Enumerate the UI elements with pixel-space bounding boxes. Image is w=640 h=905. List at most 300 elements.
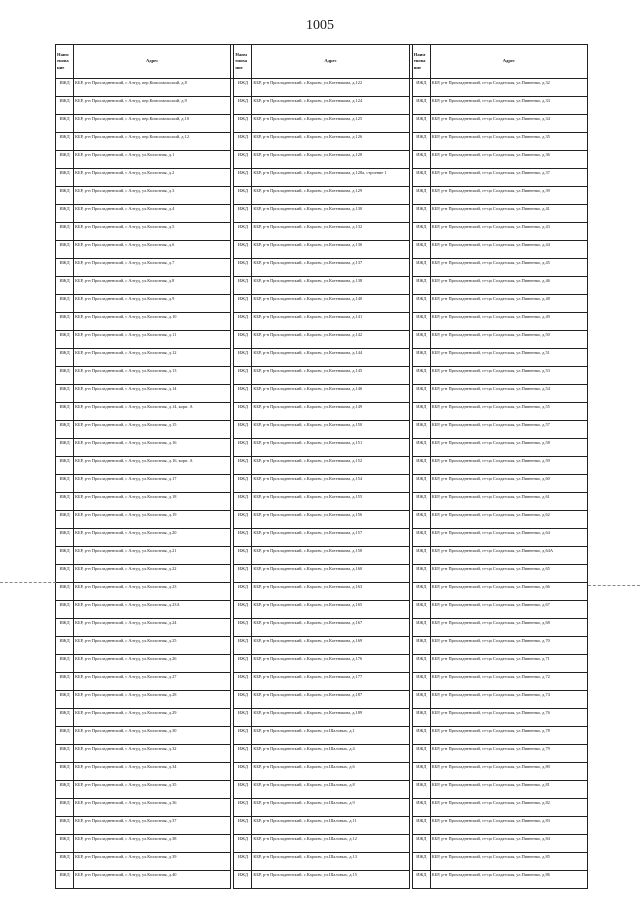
object-kind-cell: ИЖД — [412, 97, 430, 115]
object-kind-cell: ИЖД — [234, 115, 252, 133]
object-kind-cell: ИЖД — [234, 853, 252, 871]
object-kind-cell: ИЖД — [412, 709, 430, 727]
address-cell: КБР, р-н Прохладненский, ст-ца Солдатская, ул.Пивненко, д.48 — [430, 295, 587, 313]
address-cell: КБР, р-н Прохладненский, с.Карагач, ул.Котенакова, д.145 — [252, 367, 409, 385]
object-kind-cell: ИЖД — [234, 727, 252, 745]
table-row — [56, 277, 588, 295]
object-kind-cell: ИЖД — [412, 799, 430, 817]
address-cell: КБР, р-н Прохладненский, ст-ца Солдатская, ул.Пивненко, д.74 — [430, 691, 587, 709]
address-cell: КБР, р-н Прохладненский, с Алтуд, ул.Колхозная, д.4 — [74, 205, 231, 223]
address-cell: КБР, р-н Прохладненский, с Алтуд, ул.Колхозная, д.1 — [74, 151, 231, 169]
object-kind-cell: ИЖД — [412, 79, 430, 97]
table-row — [56, 151, 588, 169]
address-cell: КБР, р-н Прохладненский, с.Карагач, ул.Шаловых, д.1 — [252, 727, 409, 745]
table-row — [56, 223, 588, 241]
address-register-table — [55, 44, 588, 889]
object-kind-cell: ИЖД — [56, 223, 74, 241]
address-cell: КБР, р-н Прохладненский, с Алтуд, ул.Колхозная, д.24 — [74, 619, 231, 637]
object-kind-cell: ИЖД — [56, 547, 74, 565]
table-row — [56, 403, 588, 421]
object-kind-cell: ИЖД — [234, 619, 252, 637]
object-kind-cell: ИЖД — [412, 601, 430, 619]
object-kind-cell: ИЖД — [234, 367, 252, 385]
address-cell: КБР, р-н Прохладненский, с.Карагач, ул.Котенакова, д.141 — [252, 313, 409, 331]
object-kind-cell: ИЖД — [234, 295, 252, 313]
object-kind-cell: ИЖД — [234, 385, 252, 403]
address-cell: КБР, р-н Прохладненский, с Алтуд, ул.Колхозная, д.20 — [74, 529, 231, 547]
address-cell: КБР, р-н Прохладненский, с.Карагач, ул.Котенакова, д.128 — [252, 151, 409, 169]
object-kind-cell: ИЖД — [412, 673, 430, 691]
object-kind-cell: ИЖД — [234, 601, 252, 619]
address-cell: КБР, р-н Прохладненский, ст-ца Солдатская, ул.Пивненко, д.32 — [430, 79, 587, 97]
object-kind-cell: ИЖД — [412, 295, 430, 313]
address-cell: КБР, р-н Прохладненский, с.Карагач, ул.Котенакова, д.155 — [252, 493, 409, 511]
table-row — [56, 133, 588, 151]
address-cell: КБР, р-н Прохладненский, с Алтуд, ул.Колхозная, д.34 — [74, 763, 231, 781]
address-cell: КБР, р-н Прохладненский, ст-ца Солдатская, ул.Пивненко, д.41 — [430, 205, 587, 223]
address-cell: КБР, р-н Прохладненский, с.Карагач, ул.Шаловых, д.9 — [252, 799, 409, 817]
address-cell: КБР, р-н Прохладненский, с.Карагач, ул.Котенакова, д.128а, строение 1 — [252, 169, 409, 187]
address-cell: КБР, р-н Прохладненский, с.Карагач, ул.Котенакова, д.124 — [252, 97, 409, 115]
column-header-address: Адрес — [430, 45, 587, 79]
object-kind-cell: ИЖД — [56, 673, 74, 691]
address-cell: КБР, р-н Прохладненский, с Алтуд, ул.Колхозная, д.19 — [74, 511, 231, 529]
object-kind-cell: ИЖД — [234, 277, 252, 295]
address-cell: КБР, р-н Прохладненский, с.Карагач, ул.Шаловых, д.15 — [252, 871, 409, 889]
object-kind-cell: ИЖД — [234, 403, 252, 421]
address-cell: КБР, р-н Прохладненский, с.Карагач, ул.Котенакова, д.136 — [252, 241, 409, 259]
page-number: 1005 — [306, 18, 334, 33]
address-cell: КБР, р-н Прохладненский, с.Карагач, ул.Котенакова, д.169 — [252, 637, 409, 655]
address-cell: КБР, р-н Прохладненский, с Алтуд, пер.Комсомольский, д.10 — [74, 115, 231, 133]
object-kind-cell: ИЖД — [234, 745, 252, 763]
object-kind-cell: ИЖД — [56, 745, 74, 763]
object-kind-cell: ИЖД — [234, 97, 252, 115]
scan-artifact-line — [588, 585, 640, 586]
table-row — [56, 457, 588, 475]
object-kind-cell: ИЖД — [412, 349, 430, 367]
table-row — [56, 115, 588, 133]
table-row — [56, 259, 588, 277]
object-kind-cell: ИЖД — [412, 439, 430, 457]
address-cell: КБР, р-н Прохладненский, ст-ца Солдатская, ул.Пивненко, д.53 — [430, 367, 587, 385]
object-kind-cell: ИЖД — [56, 169, 74, 187]
address-cell: КБР, р-н Прохладненский, ст-ца Солдатская, ул.Пивненко, д.36 — [430, 151, 587, 169]
object-kind-cell: ИЖД — [234, 187, 252, 205]
object-kind-cell: ИЖД — [234, 637, 252, 655]
address-cell: КБР, р-н Прохладненский, ст-ца Солдатская, ул.Пивненко, д.50 — [430, 331, 587, 349]
object-kind-cell: ИЖД — [412, 133, 430, 151]
table-row — [56, 583, 588, 601]
object-kind-cell: ИЖД — [412, 871, 430, 889]
object-kind-cell: ИЖД — [234, 673, 252, 691]
object-kind-cell: ИЖД — [234, 835, 252, 853]
object-kind-cell: ИЖД — [56, 79, 74, 97]
address-cell: КБР, р-н Прохладненский, с.Карагач, ул.Котенакова, д.176 — [252, 655, 409, 673]
table-row — [56, 529, 588, 547]
address-cell: КБР, р-н Прохладненский, с.Карагач, ул.Котенакова, д.189 — [252, 709, 409, 727]
table-row — [56, 691, 588, 709]
object-kind-cell: ИЖД — [56, 601, 74, 619]
address-cell: КБР, р-н Прохладненский, с Алтуд, ул.Колхозная, д.17 — [74, 475, 231, 493]
table-row — [56, 763, 588, 781]
object-kind-cell: ИЖД — [56, 529, 74, 547]
address-cell: КБР, р-н Прохладненский, с.Карагач, ул.Котенакова, д.125 — [252, 115, 409, 133]
table-row — [56, 565, 588, 583]
object-kind-cell: ИЖД — [412, 655, 430, 673]
address-cell: КБР, р-н Прохладненский, ст-ца Солдатская, ул.Пивненко, д.45 — [430, 259, 587, 277]
address-cell: КБР, р-н Прохладненский, с Алтуд, ул.Колхозная, д.16 — [74, 439, 231, 457]
address-cell: КБР, р-н Прохладненский, с Алтуд, ул.Колхозная, д.14 — [74, 385, 231, 403]
address-cell: КБР, р-н Прохладненский, с Алтуд, ул.Колхозная, д.23 — [74, 583, 231, 601]
column-header-kind: Наим енова ние — [56, 45, 74, 79]
object-kind-cell: ИЖД — [412, 835, 430, 853]
table-row — [56, 799, 588, 817]
object-kind-cell: ИЖД — [56, 565, 74, 583]
table-row — [56, 727, 588, 745]
object-kind-cell: ИЖД — [56, 637, 74, 655]
object-kind-cell: ИЖД — [234, 583, 252, 601]
address-cell: КБР, р-н Прохладненский, ст-ца Солдатская, ул.Пивненко, д.51 — [430, 349, 587, 367]
address-cell: КБР, р-н Прохладненский, с Алтуд, пер.Комсомольский, д.9 — [74, 97, 231, 115]
object-kind-cell: ИЖД — [412, 313, 430, 331]
address-cell: КБР, р-н Прохладненский, с Алтуд, ул.Колхозная, д.27 — [74, 673, 231, 691]
address-cell: КБР, р-н Прохладненский, ст-ца Солдатская, ул.Пивненко, д.65 — [430, 565, 587, 583]
address-cell: КБР, р-н Прохладненский, с.Карагач, ул.Котенакова, д.154 — [252, 475, 409, 493]
address-cell: КБР, р-н Прохладненский, ст-ца Солдатская, ул.Пивненко, д.37 — [430, 169, 587, 187]
address-cell: КБР, р-н Прохладненский, с.Карагач, ул.Котенакова, д.146 — [252, 385, 409, 403]
address-cell: КБР, р-н Прохладненский, ст-ца Солдатская, ул.Пивненко, д.46 — [430, 277, 587, 295]
address-cell: КБР, р-н Прохладненский, с.Карагач, ул.Котенакова, д.151 — [252, 439, 409, 457]
object-kind-cell: ИЖД — [412, 169, 430, 187]
address-cell: КБР, р-н Прохладненский, с.Карагач, ул.Шаловых, д.4 — [252, 745, 409, 763]
object-kind-cell: ИЖД — [412, 727, 430, 745]
address-cell: КБР, р-н Прохладненский, с Алтуд, ул.Колхозная, д.26 — [74, 655, 231, 673]
table-row — [56, 655, 588, 673]
object-kind-cell: ИЖД — [56, 817, 74, 835]
address-cell: КБР, р-н Прохладненский, ст-ца Солдатская, ул.Пивненко, д.55 — [430, 403, 587, 421]
object-kind-cell: ИЖД — [56, 457, 74, 475]
object-kind-cell: ИЖД — [412, 241, 430, 259]
object-kind-cell: ИЖД — [234, 151, 252, 169]
address-cell: КБР, р-н Прохладненский, с Алтуд, ул.Колхозная, д.30 — [74, 727, 231, 745]
address-cell: КБР, р-н Прохладненский, ст-ца Солдатская, ул.Пивненко, д.66 — [430, 583, 587, 601]
object-kind-cell: ИЖД — [56, 493, 74, 511]
table-row — [56, 817, 588, 835]
object-kind-cell: ИЖД — [234, 871, 252, 889]
address-cell: КБР, р-н Прохладненский, ст-ца Солдатская, ул.Пивненко, д.62 — [430, 511, 587, 529]
object-kind-cell: ИЖД — [412, 421, 430, 439]
object-kind-cell: ИЖД — [412, 367, 430, 385]
address-cell: КБР, р-н Прохладненский, с Алтуд, ул.Колхозная, д.39 — [74, 853, 231, 871]
object-kind-cell: ИЖД — [56, 241, 74, 259]
object-kind-cell: ИЖД — [412, 817, 430, 835]
object-kind-cell: ИЖД — [412, 277, 430, 295]
table-row — [56, 421, 588, 439]
object-kind-cell: ИЖД — [412, 223, 430, 241]
address-cell: КБР, р-н Прохладненский, с Алтуд, ул.Колхозная, д.22 — [74, 565, 231, 583]
table-row — [56, 205, 588, 223]
address-cell: КБР, р-н Прохладненский, ст-ца Солдатская, ул.Пивненко, д.64А — [430, 547, 587, 565]
object-kind-cell: ИЖД — [56, 115, 74, 133]
table-row — [56, 637, 588, 655]
address-cell: КБР, р-н Прохладненский, с Алтуд, ул.Колхозная, д.28 — [74, 691, 231, 709]
object-kind-cell: ИЖД — [412, 331, 430, 349]
object-kind-cell: ИЖД — [234, 691, 252, 709]
object-kind-cell: ИЖД — [56, 313, 74, 331]
object-kind-cell: ИЖД — [56, 781, 74, 799]
object-kind-cell: ИЖД — [56, 763, 74, 781]
object-kind-cell: ИЖД — [412, 205, 430, 223]
address-cell: КБР, р-н Прохладненский, ст-ца Солдатская, ул.Пивненко, д.67 — [430, 601, 587, 619]
object-kind-cell: ИЖД — [56, 277, 74, 295]
address-cell: КБР, р-н Прохладненский, с.Карагач, ул.Котенакова, д.138 — [252, 277, 409, 295]
address-cell: КБР, р-н Прохладненский, с Алтуд, ул.Колхозная, д.7 — [74, 259, 231, 277]
address-cell: КБР, р-н Прохладненский, с.Карагач, ул.Котенакова, д.126 — [252, 133, 409, 151]
object-kind-cell: ИЖД — [234, 349, 252, 367]
table-row — [56, 313, 588, 331]
object-kind-cell: ИЖД — [234, 439, 252, 457]
table-row — [56, 331, 588, 349]
address-cell: КБР, р-н Прохладненский, с Алтуд, ул.Колхозная, д.40 — [74, 871, 231, 889]
address-cell: КБР, р-н Прохладненский, с Алтуд, ул.Колхозная, д.10 — [74, 313, 231, 331]
address-cell: КБР, р-н Прохладненский, ст-ца Солдатская, ул.Пивненко, д.39 — [430, 187, 587, 205]
object-kind-cell: ИЖД — [234, 709, 252, 727]
table-row — [56, 781, 588, 799]
object-kind-cell: ИЖД — [234, 457, 252, 475]
table-row — [56, 511, 588, 529]
object-kind-cell: ИЖД — [234, 655, 252, 673]
address-cell: КБР, р-н Прохладненский, с.Карагач, ул.Котенакова, д.187 — [252, 691, 409, 709]
object-kind-cell: ИЖД — [234, 79, 252, 97]
object-kind-cell: ИЖД — [56, 691, 74, 709]
object-kind-cell: ИЖД — [56, 367, 74, 385]
object-kind-cell: ИЖД — [234, 565, 252, 583]
address-cell: КБР, р-н Прохладненский, с.Карагач, ул.Котенакова, д.156 — [252, 511, 409, 529]
object-kind-cell: ИЖД — [56, 835, 74, 853]
address-cell: КБР, р-н Прохладненский, с.Карагач, ул.Котенакова, д.140 — [252, 295, 409, 313]
object-kind-cell: ИЖД — [412, 763, 430, 781]
address-cell: КБР, р-н Прохладненский, с.Карагач, ул.Котенакова, д.157 — [252, 529, 409, 547]
table-row — [56, 619, 588, 637]
table-row — [56, 79, 588, 97]
object-kind-cell: ИЖД — [412, 745, 430, 763]
table-row — [56, 547, 588, 565]
table-row — [56, 673, 588, 691]
address-cell: КБР, р-н Прохладненский, с Алтуд, ул.Колхозная, д.25 — [74, 637, 231, 655]
table-row — [56, 475, 588, 493]
scan-artifact-line — [0, 582, 56, 583]
address-cell: КБР, р-н Прохладненский, ст-ца Солдатская, ул.Пивненко, д.49 — [430, 313, 587, 331]
object-kind-cell: ИЖД — [234, 763, 252, 781]
address-cell: КБР, р-н Прохладненский, с.Карагач, ул.Котенакова, д.122 — [252, 79, 409, 97]
column-header-kind: Наим енова ние — [412, 45, 430, 79]
object-kind-cell: ИЖД — [234, 547, 252, 565]
object-kind-cell: ИЖД — [56, 439, 74, 457]
object-kind-cell: ИЖД — [56, 403, 74, 421]
object-kind-cell: ИЖД — [412, 403, 430, 421]
object-kind-cell: ИЖД — [412, 115, 430, 133]
address-cell: КБР, р-н Прохладненский, ст-ца Солдатская, ул.Пивненко, д.35 — [430, 133, 587, 151]
address-cell: КБР, р-н Прохладненский, с.Карагач, ул.Котенакова, д.149 — [252, 403, 409, 421]
address-cell: КБР, р-н Прохладненский, ст-ца Солдатская, ул.Пивненко, д.60 — [430, 475, 587, 493]
object-kind-cell: ИЖД — [56, 151, 74, 169]
object-kind-cell: ИЖД — [234, 241, 252, 259]
address-cell: КБР, р-н Прохладненский, с Алтуд, ул.Колхозная, д.14, корп. А — [74, 403, 231, 421]
object-kind-cell: ИЖД — [56, 853, 74, 871]
address-cell: КБР, р-н Прохладненский, ст-ца Солдатская, ул.Пивненко, д.43 — [430, 223, 587, 241]
object-kind-cell: ИЖД — [234, 781, 252, 799]
table-row — [56, 871, 588, 889]
address-cell: КБР, р-н Прохладненский, ст-ца Солдатская, ул.Пивненко, д.34 — [430, 115, 587, 133]
address-cell: КБР, р-н Прохладненский, с.Карагач, ул.Шаловых, д.6 — [252, 763, 409, 781]
table-row — [56, 745, 588, 763]
address-cell: КБР, р-н Прохладненский, ст-ца Солдатская, ул.Пивненко, д.54 — [430, 385, 587, 403]
address-cell: КБР, р-н Прохладненский, ст-ца Солдатская, ул.Пивненко, д.79 — [430, 745, 587, 763]
address-cell: КБР, р-н Прохладненский, с Алтуд, ул.Колхозная, д.32 — [74, 745, 231, 763]
address-cell: КБР, р-н Прохладненский, с Алтуд, ул.Колхозная, д.23А — [74, 601, 231, 619]
object-kind-cell: ИЖД — [412, 547, 430, 565]
object-kind-cell: ИЖД — [56, 385, 74, 403]
object-kind-cell: ИЖД — [412, 583, 430, 601]
address-cell: КБР, р-н Прохладненский, с.Карагач, ул.Котенакова, д.132 — [252, 223, 409, 241]
object-kind-cell: ИЖД — [412, 619, 430, 637]
address-cell: КБР, р-н Прохладненский, с Алтуд, ул.Колхозная, д.6 — [74, 241, 231, 259]
table-row — [56, 493, 588, 511]
object-kind-cell: ИЖД — [412, 781, 430, 799]
table-row — [56, 97, 588, 115]
address-cell: КБР, р-н Прохладненский, ст-ца Солдатская, ул.Пивненко, д.78 — [430, 727, 587, 745]
address-cell: КБР, р-н Прохладненский, с.Карагач, ул.Котенакова, д.158 — [252, 547, 409, 565]
table-row — [56, 853, 588, 871]
address-cell: КБР, р-н Прохладненский, с Алтуд, ул.Колхозная, д.2 — [74, 169, 231, 187]
address-cell: КБР, р-н Прохладненский, с Алтуд, ул.Колхозная, д.18 — [74, 493, 231, 511]
address-cell: КБР, р-н Прохладненский, с Алтуд, ул.Колхозная, д.12 — [74, 349, 231, 367]
table-body — [56, 79, 588, 889]
table-row — [56, 367, 588, 385]
object-kind-cell: ИЖД — [234, 511, 252, 529]
address-cell: КБР, р-н Прохладненский, с Алтуд, ул.Колхозная, д.35 — [74, 781, 231, 799]
object-kind-cell: ИЖД — [234, 259, 252, 277]
address-cell: КБР, р-н Прохладненский, с Алтуд, пер.Комсомольский, д.12 — [74, 133, 231, 151]
address-cell: КБР, р-н Прохладненский, с.Карагач, ул.Шаловых, д.12 — [252, 835, 409, 853]
address-cell: КБР, р-н Прохладненский, ст-ца Солдатская, ул.Пивненко, д.80 — [430, 763, 587, 781]
object-kind-cell: ИЖД — [412, 457, 430, 475]
address-cell: КБР, р-н Прохладненский, ст-ца Солдатская, ул.Пивненко, д.58 — [430, 439, 587, 457]
table-row — [56, 349, 588, 367]
address-cell: КБР, р-н Прохладненский, ст-ца Солдатская, ул.Пивненко, д.72 — [430, 673, 587, 691]
object-kind-cell: ИЖД — [412, 511, 430, 529]
object-kind-cell: ИЖД — [56, 331, 74, 349]
address-cell: КБР, р-н Прохладненский, с.Карагач, ул.Котенакова, д.130 — [252, 205, 409, 223]
column-header-address: Адрес — [74, 45, 231, 79]
address-cell: КБР, р-н Прохладненский, с Алтуд, ул.Колхозная, д.21 — [74, 547, 231, 565]
object-kind-cell: ИЖД — [412, 691, 430, 709]
address-cell: КБР, р-н Прохладненский, с.Карагач, ул.Котенакова, д.167 — [252, 619, 409, 637]
object-kind-cell: ИЖД — [56, 349, 74, 367]
address-cell: КБР, р-н Прохладненский, с.Карагач, ул.Котенакова, д.144 — [252, 349, 409, 367]
address-cell: КБР, р-н Прохладненский, с.Карагач, ул.Котенакова, д.163 — [252, 583, 409, 601]
object-kind-cell: ИЖД — [412, 475, 430, 493]
object-kind-cell: ИЖД — [56, 97, 74, 115]
address-cell: КБР, р-н Прохладненский, с Алтуд, ул.Колхозная, д.38 — [74, 835, 231, 853]
table-header — [56, 45, 588, 79]
object-kind-cell: ИЖД — [412, 637, 430, 655]
address-cell: КБР, р-н Прохладненский, ст-ца Солдатская, ул.Пивненко, д.44 — [430, 241, 587, 259]
address-cell: КБР, р-н Прохладненский, с.Карагач, ул.Котенакова, д.142 — [252, 331, 409, 349]
address-cell: КБР, р-н Прохладненский, ст-ца Солдатская, ул.Пивненко, д.64 — [430, 529, 587, 547]
address-cell: КБР, р-н Прохладненский, с.Карагач, ул.Котенакова, д.152 — [252, 457, 409, 475]
table-row — [56, 385, 588, 403]
address-cell: КБР, р-н Прохладненский, ст-ца Солдатская, ул.Пивненко, д.86 — [430, 871, 587, 889]
object-kind-cell: ИЖД — [56, 295, 74, 313]
object-kind-cell: ИЖД — [56, 205, 74, 223]
object-kind-cell: ИЖД — [56, 511, 74, 529]
address-cell: КБР, р-н Прохладненский, с.Карагач, ул.Котенакова, д.150 — [252, 421, 409, 439]
object-kind-cell: ИЖД — [234, 223, 252, 241]
object-kind-cell: ИЖД — [56, 475, 74, 493]
object-kind-cell: ИЖД — [234, 475, 252, 493]
address-cell: КБР, р-н Прохладненский, с.Карагач, ул.Котенакова, д.129 — [252, 187, 409, 205]
address-cell: КБР, р-н Прохладненский, с.Карагач, ул.Котенакова, д.160 — [252, 565, 409, 583]
address-cell: КБР, р-н Прохладненский, с Алтуд, ул.Колхозная, д.3 — [74, 187, 231, 205]
object-kind-cell: ИЖД — [56, 421, 74, 439]
object-kind-cell: ИЖД — [412, 565, 430, 583]
object-kind-cell: ИЖД — [56, 655, 74, 673]
object-kind-cell: ИЖД — [234, 817, 252, 835]
object-kind-cell: ИЖД — [412, 259, 430, 277]
table-row — [56, 187, 588, 205]
address-cell: КБР, р-н Прохладненский, ст-ца Солдатская, ул.Пивненко, д.70 — [430, 637, 587, 655]
address-cell: КБР, р-н Прохладненский, ст-ца Солдатская, ул.Пивненко, д.76 — [430, 709, 587, 727]
address-cell: КБР, р-н Прохладненский, с.Карагач, ул.Котенакова, д.177 — [252, 673, 409, 691]
address-cell: КБР, р-н Прохладненский, ст-ца Солдатская, ул.Пивненко, д.57 — [430, 421, 587, 439]
address-cell: КБР, р-н Прохладненский, ст-ца Солдатская, ул.Пивненко, д.84 — [430, 835, 587, 853]
object-kind-cell: ИЖД — [412, 187, 430, 205]
object-kind-cell: ИЖД — [56, 133, 74, 151]
table-row — [56, 835, 588, 853]
object-kind-cell: ИЖД — [234, 133, 252, 151]
object-kind-cell: ИЖД — [56, 871, 74, 889]
address-cell: КБР, р-н Прохладненский, с Алтуд, ул.Колхозная, д.13 — [74, 367, 231, 385]
address-cell: КБР, р-н Прохладненский, с.Карагач, ул.Шаловых, д.11 — [252, 817, 409, 835]
object-kind-cell: ИЖД — [412, 385, 430, 403]
address-cell: КБР, р-н Прохладненский, ст-ца Солдатская, ул.Пивненко, д.83 — [430, 817, 587, 835]
object-kind-cell: ИЖД — [234, 529, 252, 547]
object-kind-cell: ИЖД — [412, 493, 430, 511]
address-cell: КБР, р-н Прохладненский, с.Карагач, ул.Котенакова, д.165 — [252, 601, 409, 619]
object-kind-cell: ИЖД — [234, 313, 252, 331]
object-kind-cell: ИЖД — [234, 493, 252, 511]
address-cell: КБР, р-н Прохладненский, ст-ца Солдатская, ул.Пивненко, д.68 — [430, 619, 587, 637]
object-kind-cell: ИЖД — [234, 205, 252, 223]
object-kind-cell: ИЖД — [56, 619, 74, 637]
address-cell: КБР, р-н Прохладненский, с Алтуд, ул.Колхозная, д.29 — [74, 709, 231, 727]
object-kind-cell: ИЖД — [56, 727, 74, 745]
address-cell: КБР, р-н Прохладненский, с Алтуд, ул.Колхозная, д.16, корп. А — [74, 457, 231, 475]
object-kind-cell: ИЖД — [56, 799, 74, 817]
address-cell: КБР, р-н Прохладненский, ст-ца Солдатская, ул.Пивненко, д.82 — [430, 799, 587, 817]
address-cell: КБР, р-н Прохладненский, ст-ца Солдатская, ул.Пивненко, д.71 — [430, 655, 587, 673]
column-header-address: Адрес — [252, 45, 409, 79]
table-row — [56, 169, 588, 187]
object-kind-cell: ИЖД — [234, 421, 252, 439]
object-kind-cell: ИЖД — [234, 799, 252, 817]
address-cell: КБР, р-н Прохладненский, с Алтуд, пер.Комсомольский, д.8 — [74, 79, 231, 97]
object-kind-cell: ИЖД — [56, 259, 74, 277]
table-row — [56, 709, 588, 727]
table-row — [56, 295, 588, 313]
